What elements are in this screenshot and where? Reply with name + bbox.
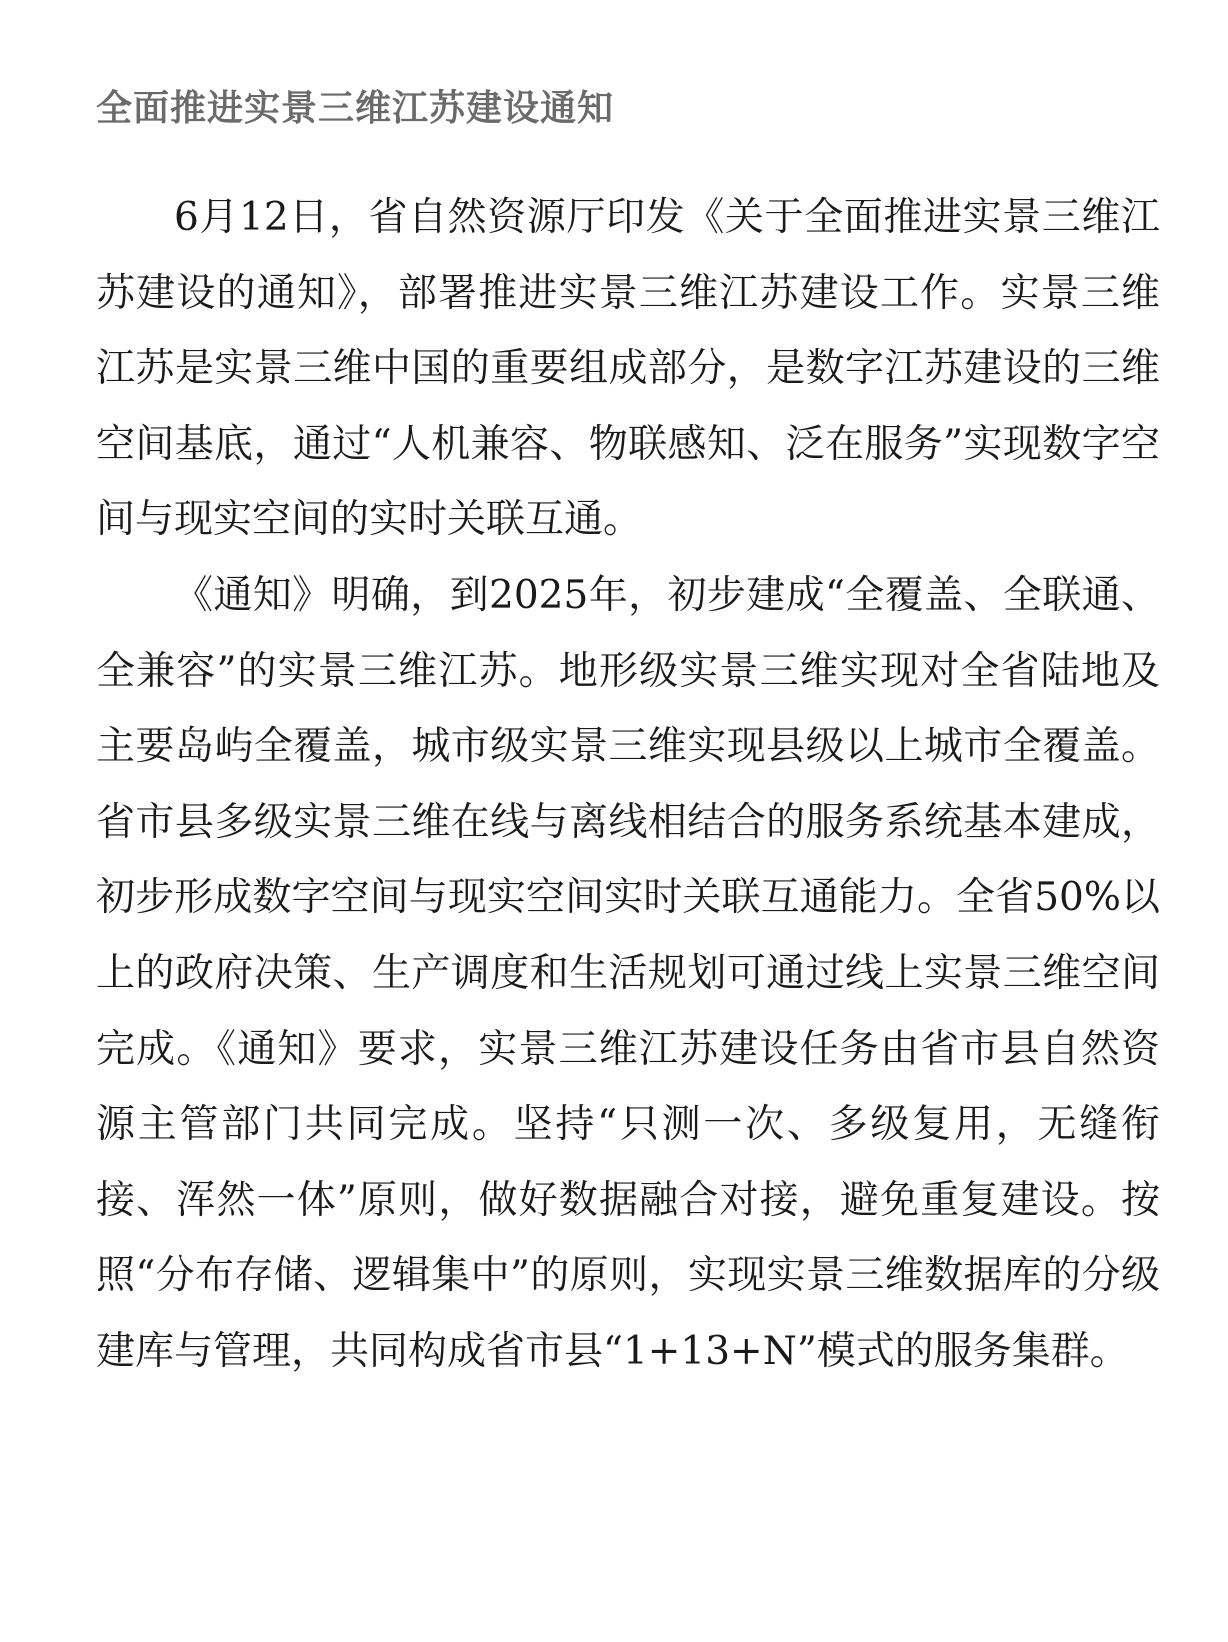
article-paragraph-2: 《通知》明确，到2025年，初步建成“全覆盖、全联通、全兼容”的实景三维江苏。地形级实景三维实现对全省陆地及主要岛屿全覆盖，城市级实景三维实现县级以上城市全覆盖。省市县多级实景三维在线与离线相结合的服务系统基本建成，初步形成数字空间与现实空间实时关联互通能力。全省50%以上的政府决策、生产调度和生活规划可通过线上实景三维空间完成。《通知》要求，实景三维江苏建设任务由省市县自然资源主管部门共同完成。坚持“只测一次、多级复用，无缝衔接、浑然一体”原则，做好数据融合对接，避免重复建设。按照“分布存储、逻辑集中”的原则，实现实景三维数据库的分级建库与管理，共同构成省市县“1+13+N”模式的服务集群。 (96, 572, 1160, 1374)
article-paragraph-1: 6月12日，省自然资源厅印发《关于全面推进实景三维江苏建设的通知》，部署推进实景三维江苏建设工作。实景三维江苏是实景三维中国的重要组成部分，是数字江苏建设的三维空间基底，通过“人机兼容、物联感知、泛在服务”实现数字空间与现实空间的实时关联互通。 (96, 195, 1160, 543)
article-body (96, 180, 1160, 1390)
article-title: 全面推进实景三维江苏建设通知 (96, 88, 615, 129)
